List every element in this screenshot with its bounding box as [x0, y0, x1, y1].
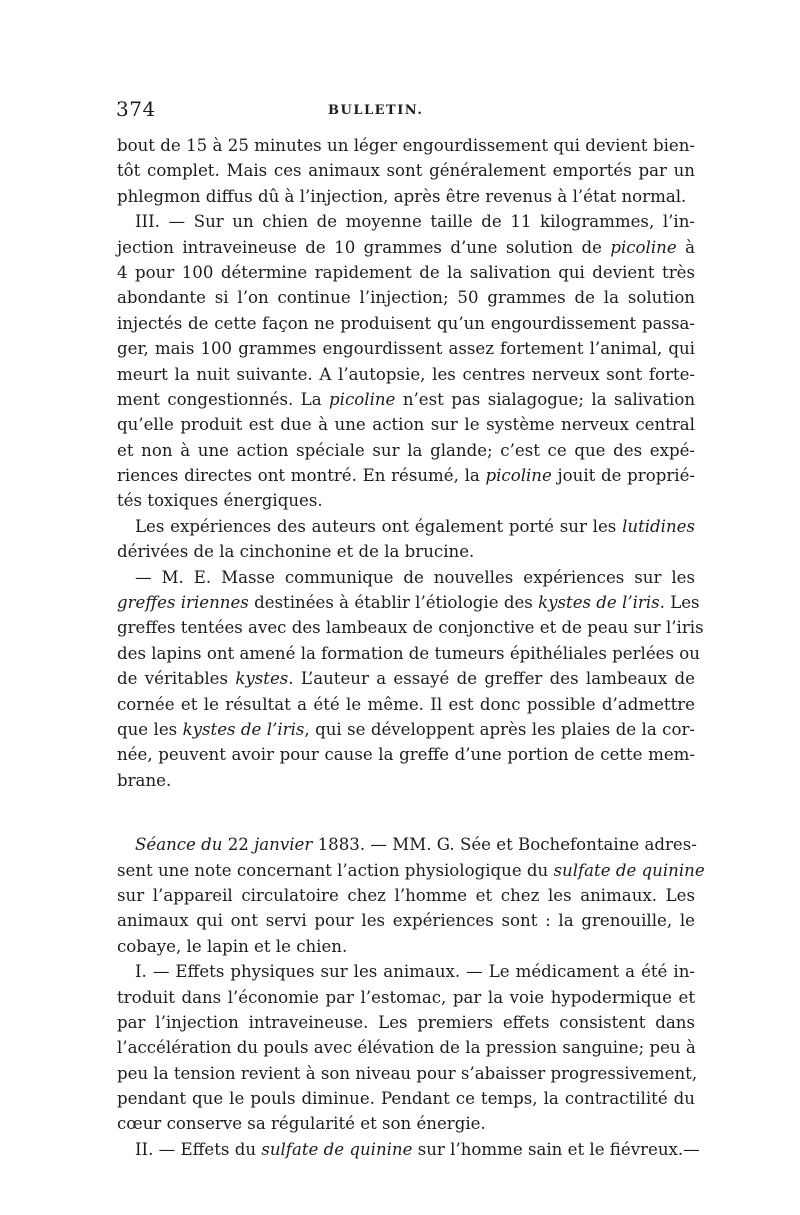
text-line: [117, 438, 695, 463]
text-line: [117, 1035, 695, 1060]
text-run: cornée et le résultat a été le même. Il est donc possible d’admettre: [117, 694, 695, 714]
text-line: [117, 615, 704, 640]
text-line: [117, 1137, 700, 1162]
text-run: III. — Sur un chien de moyenne taille de 11 kilogrammes, l’in-: [135, 212, 695, 232]
paragraph: [117, 514, 695, 565]
text-line: [117, 539, 695, 564]
text-line: [117, 412, 695, 437]
text-run: que les: [117, 719, 183, 739]
text-run: injectés de cette façon ne produisent qu’un engourdissement passa-: [117, 313, 695, 333]
text-run: sent une note concernant l’action physiologique du: [117, 860, 554, 880]
text-run: , qui se développent après les plaies de la cor-: [304, 719, 695, 739]
text-run: sur l’homme sain et le fiévreux.—: [412, 1139, 700, 1159]
text-line: [117, 742, 695, 767]
text-line: [117, 959, 695, 984]
italic-text: greffes iriennes: [117, 593, 249, 613]
italic-text: Séance du: [135, 835, 223, 855]
text-run: ger, mais 100 grammes engourdissent assez fortement l’animal, qui: [117, 339, 695, 359]
text-line: [117, 362, 695, 387]
text-run: abondante si l’on continue l’injection; 50 grammes de la solution: [117, 288, 695, 308]
text-run: riences directes ont montré. En résumé, la: [117, 466, 486, 486]
page-body: [117, 133, 705, 1162]
text-line: [117, 488, 695, 513]
text-line: [117, 285, 695, 310]
italic-text: kystes de l’iris: [538, 593, 660, 613]
text-line: [117, 514, 695, 539]
text-run: 1883. — MM. G. Sée et Bochefontaine adres-: [312, 835, 697, 855]
text-run: destinées à établir l’étiologie des: [248, 593, 539, 613]
text-run: de véritables: [117, 669, 236, 689]
text-run: jouit de proprié-: [551, 466, 695, 486]
text-run: animaux qui ont servi pour les expériences sont : la grenouille, le: [117, 911, 695, 931]
text-line: [117, 387, 695, 412]
text-run: Les expériences des auteurs ont également porté sur les: [135, 516, 623, 536]
text-line: [117, 666, 695, 691]
text-line: [117, 883, 695, 908]
paragraph: [117, 1137, 700, 1162]
text-run: greffes tentées avec des lambeaux de conjonctive et de peau sur l’iris: [117, 618, 704, 638]
italic-text: sulfate de quinine: [553, 860, 705, 880]
section-gap: [117, 793, 695, 832]
italic-text: kystes: [235, 669, 289, 689]
text-line: [117, 858, 705, 883]
text-line: [117, 311, 695, 336]
italic-text: kystes de l’iris: [182, 719, 305, 739]
paragraph: [117, 959, 698, 1137]
text-line: [117, 641, 700, 666]
text-run: n’est pas sialagogue; la salivation: [395, 389, 696, 409]
text-line: [117, 463, 695, 488]
text-run: . L’auteur a essayé de greffer des lambeaux de: [288, 669, 695, 689]
text-line: [117, 1086, 695, 1111]
text-run: meurt la nuit suivante. A l’autopsie, les centres nerveux sont forte-: [117, 364, 695, 384]
text-run: cobaye, le lapin et le chien.: [117, 936, 348, 956]
text-line: [117, 336, 695, 361]
text-line: [117, 1010, 695, 1035]
text-run: phlegmon diffus dû à l’injection, après être revenus à l’état normal.: [117, 186, 687, 206]
paragraph: [117, 565, 704, 794]
text-line: [117, 717, 695, 742]
text-run: 22: [222, 835, 255, 855]
text-run: sur l’appareil circulatoire chez l’homme et chez les animaux. Les: [117, 885, 695, 905]
text-line: [117, 768, 695, 793]
italic-text: janvier: [254, 835, 313, 855]
text-line: [117, 985, 695, 1010]
text-line: [117, 1061, 698, 1086]
italic-text: sulfate de quinine: [261, 1139, 413, 1159]
text-line: [117, 692, 695, 717]
text-run: troduit dans l’économie par l’estomac, par la voie hypodermique et: [117, 987, 695, 1007]
text-run: née, peuvent avoir pour cause la greffe d’une portion de cette mem-: [117, 745, 695, 765]
italic-text: lutidines: [622, 516, 695, 536]
text-line: [117, 565, 695, 590]
italic-text: picoline: [329, 389, 396, 409]
text-line: [117, 235, 695, 260]
text-line: [117, 158, 695, 183]
paragraph: [117, 133, 695, 209]
text-line: [117, 934, 695, 959]
text-line: [117, 184, 695, 209]
page-header: [116, 97, 686, 127]
text-run: peu la tension revient à son niveau pour s’abaisser progressivement,: [117, 1063, 698, 1083]
text-run: des lapins ont amené la formation de tumeurs épithéliales perlées ou: [117, 643, 700, 663]
text-run: 4 pour 100 détermine rapidement de la salivation qui devient très: [117, 262, 695, 282]
text-run: par l’injection intraveineuse. Les premiers effets consistent dans: [117, 1012, 695, 1032]
text-line: [117, 590, 700, 615]
text-run: l’accélération du pouls avec élévation de la pression sanguine; peu à: [117, 1038, 696, 1058]
text-run: II. — Effets du: [135, 1139, 262, 1159]
text-run: cœur conserve sa régularité et son énergie.: [117, 1114, 486, 1134]
page-number: 374: [116, 97, 156, 121]
text-line: [117, 832, 695, 857]
text-run: et non à une action spéciale sur la glande; c’est ce que des expé-: [117, 440, 695, 460]
text-run: bout de 15 à 25 minutes un léger engourdissement qui devient bien-: [117, 136, 695, 155]
paragraph: [117, 209, 695, 514]
text-run: qu’elle produit est due à une action sur le système nerveux central: [117, 415, 695, 435]
text-run: jection intraveineuse de 10 grammes d’une solution de: [117, 237, 611, 257]
running-title: BULLETIN.: [328, 103, 424, 118]
paragraph: [117, 832, 705, 959]
text-run: — M. E. Masse communique de nouvelles expériences sur les: [135, 567, 695, 587]
text-run: I. — Effets physiques sur les animaux. — Le médicament a été in-: [135, 962, 695, 982]
text-line: [117, 209, 695, 234]
text-run: ment congestionnés. La: [117, 389, 330, 409]
text-run: . Les: [659, 593, 700, 613]
text-run: brane.: [117, 770, 172, 790]
text-line: [117, 1111, 695, 1136]
text-line: [117, 260, 695, 285]
text-run: tôt complet. Mais ces animaux sont généralement emportés par un: [117, 161, 695, 181]
italic-text: picoline: [610, 237, 677, 257]
text-run: dérivées de la cinchonine et de la brucine.: [117, 542, 475, 562]
text-run: pendant que le pouls diminue. Pendant ce temps, la contractilité du: [117, 1089, 695, 1109]
italic-text: picoline: [485, 466, 552, 486]
text-line: [117, 133, 695, 158]
text-run: à: [676, 237, 695, 257]
text-line: [117, 908, 695, 933]
text-run: tés toxiques énergiques.: [117, 491, 323, 511]
